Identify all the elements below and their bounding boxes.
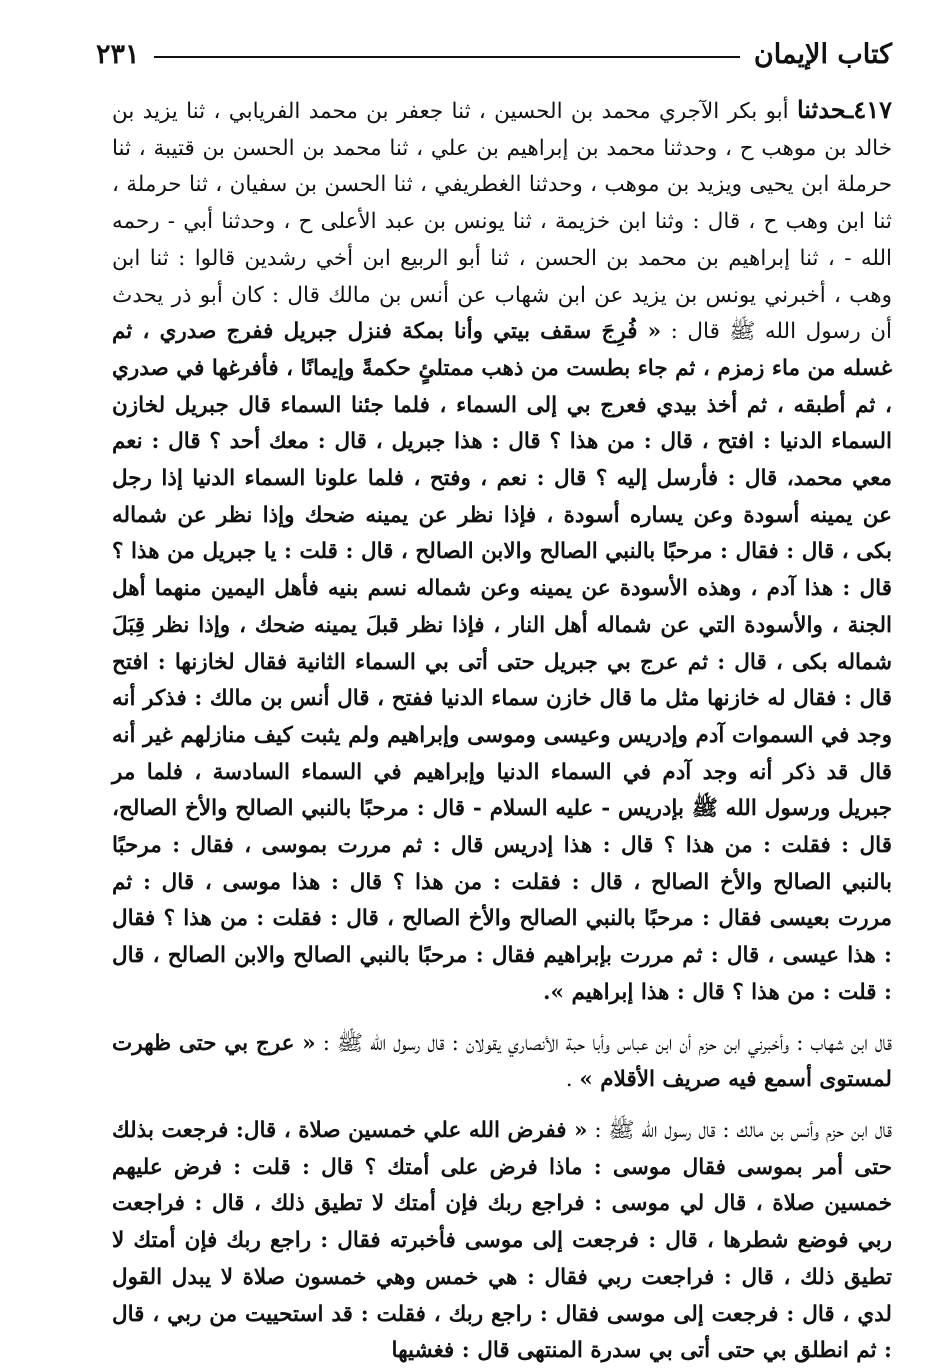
header-rule [154, 56, 740, 58]
isnad-text: أبو بكر الآجري محمد بن الحسين ، ثنا جعفر بن محمد الفريابي ، ثنا يزيد بن خالد بن موهب ح ، وحدثنا محمد بن إبراهيم بن علي ، ثنا محمد بن الحسن بن قتيبة ، ثنا حرملة ابن يحيى ويزيد بن موهب ، وحدثنا الغطريفي ، ثنا الحسن بن سفيان ، ثنا حرملة ، ثنا ابن وهب ح ، قال : وثنا ابن خزيمة ، ثنا يونس بن عبد الأعلى ح ، وحدثنا أبي - رحمه الله - ، ثنا إبراهيم بن محمد بن الحسن ، ثنا أبو الربيع ابن أخي رشدين قالوا : ثنا ابن وهب ، أخبرني يونس بن يزيد عن ابن شهاب عن أنس بن مالك قال : كان أبو ذر يحدث أن رسول الله ﷺ قال : [112, 99, 892, 345]
number-dash: ـ [846, 95, 854, 124]
hadith-matn: « فُرِجَ سقف بيتي وأنا بمكة فنزل جبريل ففرج صدري ، ثم غسله من ماء زمزم ، ثم جاء بطست من ذهب ممتلئٍ حكمةً وإيمانًا ، فأفرغها في صدري ، ثم أطبقه ، ثم أخذ بيدي فعرج بي إلى السماء ، فلما جئنا السماء قال جبريل لخازن السماء الدنيا : افتح ، قال : من هذا ؟ قال : هذا جبريل ، قال : معك أحد ؟ قال : نعم معي محمد، قال : فأرسل إليه ؟ قال : نعم ، وفتح ، فلما علونا السماء الدنيا إذا رجل عن يمينه أسودة وعن يساره أسودة ، فإذا نظر عن يمينه ضحك وإذا نظر عن شماله بكى ، قال : فقال : مرحبًا بالنبي الصالح والابن الصالح ، قال : قلت : يا جبريل من هذا ؟ قال : هذا آدم ، وهذه الأسودة عن يمينه وعن شماله نسم بنيه فأهل اليمين منهما أهل الجنة ، والأسودة التي عن شماله أهل النار ، فإذا نظر قبلَ يمينه ضحك ، وإذا نظر قِبَلَ شماله بكى ، قال : ثم عرج بي جبريل حتى أتى بي السماء الثانية فقال لخازنها : افتح قال : فقال له خازنها مثل ما قال خازن سماء الدنيا ففتح ، قال أنس بن مالك : فذكر أنه وجد في السموات آدم وإدريس وعيسى وموسى وإبراهيم ولم يثبت كيف منازلهم غير أنه قال قد ذكر أنه وجد آدم في السماء الدنيا وإبراهيم في السماء السادسة ، فلما مر جبريل ورسول الله ﷺ بإدريس - عليه السلام - قال : مرحبًا بالنبي الصالح والأخ الصالح، قال : فقلت : من هذا ؟ قال : هذا إدريس قال : ثم مررت بموسى ، فقال : مرحبًا بالنبي الصالح والأخ الصالح ، قال : فقلت : من هذا ؟ قال : هذا موسى ، قال : ثم مررت بعيسى فقال : مرحبًا بالنبي الصالح والأخ الصالح ، قال : فقلت : من هذا ؟ فقال : هذا عيسى ، قال : ثم مررت بإبراهيم فقال : مرحبًا بالنبي الصالح والابن الصالح ، قال : قلت : من هذا ؟ قال : هذا إبراهيم ». [112, 319, 892, 1005]
ibn-shihab-paragraph [112, 1026, 892, 1099]
page-body [112, 92, 892, 1370]
hadith-number: ٤١٧ [853, 95, 892, 124]
ibn-shihab-end: . [565, 1067, 580, 1093]
page-header [96, 34, 892, 74]
hadith-417 [112, 92, 892, 1012]
ibn-hazm-quote: « ففرض الله علي خمسين صلاة ، قال: فرجعت بذلك حتى أمر بموسى فقال موسى : ماذا فرض على أمتك ؟ قال : قلت : فرض عليهم خمسين صلاة ، قال لي موسى : فراجع ربك فإن أمتك لا تطيق ذلك ، قال : فراجعت ربي فوضع شطرها ، قال : فرجعت إلى موسى فأخبرته فقال : راجع ربك فإن أمتك لا تطيق ذلك ، قال : فراجعت ربي فقال : هي خمس وهي خمسون صلاة لا يبدل القول لدي ، قال : فرجعت إلى موسى فقال : راجع ربك ، فقلت : قد استحييت من ربي ، قال : ثم انطلق بي حتى أتى بي سدرة المنتهى قال : فغشيها [112, 1117, 892, 1364]
ibn-shihab-quote: « عرج بي حتى ظهرت لمستوى أسمع فيه صريف الأقلام » [112, 1030, 892, 1093]
ibn-hazm-paragraph [112, 1113, 892, 1370]
page-number: ٢٣١ [96, 38, 140, 70]
haddathana-label: حدثنا [796, 95, 847, 124]
book-title: كتاب الإيمان [753, 38, 892, 70]
ibn-hazm-intro: قال ابن حزم وأنس بن مالك : قال رسول الله ﷺ : [594, 1117, 892, 1143]
ibn-shihab-intro: قال ابن شهاب : وأخبرني ابن حزم أن ابن عباس وأبا حبة الأنصاري يقولان : قال رسول الله ﷺ : [322, 1030, 892, 1056]
